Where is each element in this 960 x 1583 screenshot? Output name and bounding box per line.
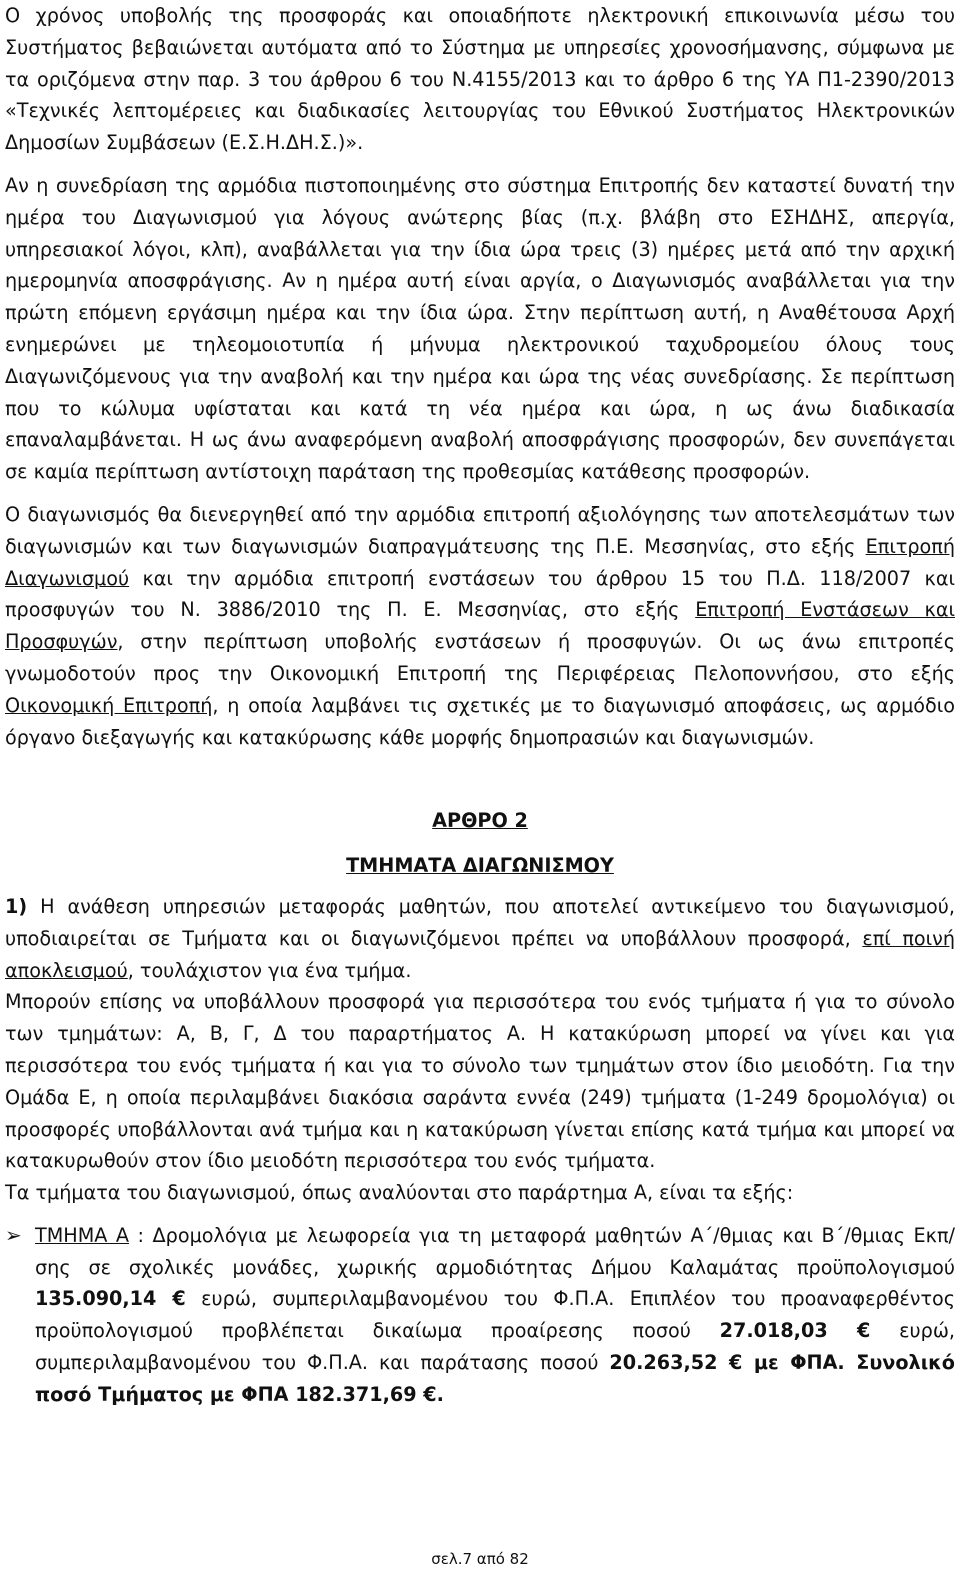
paragraph-assignment [5, 891, 955, 986]
assignment-link-exclusion: επί ποινή αποκλεισμού [5, 926, 955, 982]
paragraph-timestamp: Ο χρόνος υποβολής της προσφοράς και οποιαδήποτε ηλεκτρονική επικοινωνία μέσω του Συστήματος βεβαιώνεται αυτόματα από το Σύστημα με υπηρεσίες χρονοσήμανσης, σύμφωνα με τα οριζόμενα στην παρ. 3 του άρθρου 6 του Ν.4155/2013 και το άρθρο 6 της ΥΑ Π1-2390/2013 «Τεχνικές λεπτομέρειες και διαδικασίες λειτουργίας του Εθνικού Συστήματος Ηλεκτρονικών Δημοσίων Συμβάσεων (Ε.Σ.Η.ΔΗ.Σ.)». [5, 4, 955, 155]
assignment-text-1: Η ανάθεση υπηρεσιών μεταφοράς μαθητών, που αποτελεί αντικείμενο του διαγωνισμού, υποδιαιρείται σε Τμήματα και οι διαγωνιζόμενοι πρέπει να υποβάλλουν προσφορά, [5, 894, 955, 950]
article-title: ΤΜΗΜΑΤΑ ΔΙΑΓΩΝΙΣΜΟΥ [346, 854, 614, 878]
committees-link-objections-committee: Επιτροπή Ενστάσεων και Προσφυγών [5, 598, 955, 654]
paragraph-committees [5, 499, 955, 753]
assignment-text-2: , τουλάχιστον για ένα τμήμα. [127, 958, 412, 982]
lot-a-text-1: : Δρομολόγια με λεωφορεία για τη μεταφορά μαθητών Α΄/θμιας και Β΄/θμιας Εκπ/σης σε σχολικές μονάδες, χωρικής αρμοδιότητας Δήμου Καλαμάτας προϋπολογισμού [35, 1223, 955, 1279]
lot-a-label: ΤΜΗΜΑ Α [35, 1223, 130, 1247]
document-page [5, 0, 955, 1411]
committees-link-financial-committee: Οικονομική Επιτροπή [5, 693, 213, 717]
committees-text-2: και την αρμόδια επιτροπή ενστάσεων του άρθρου 15 του Π.Δ. 118/2007 και προσφυγών του Ν. 3886/2010 της Π. Ε. Μεσσηνίας, στο εξής [5, 566, 955, 622]
lot-a-text-3: ευρώ, συμπεριλαμβανομένου του Φ.Π.Α. και παράτασης ποσού [35, 1319, 955, 1375]
arrow-bullet-icon: ➢ [5, 1222, 22, 1247]
paragraph-lots-intro: Τα τμήματα του διαγωνισμού, όπως αναλύονται στο παράρτημα Α, είναι τα εξής: [5, 1181, 794, 1205]
committees-link-tender-committee: Επιτροπή Διαγωνισμού [5, 534, 955, 590]
committees-text-3: , στην περίπτωση υποβολής ενστάσεων ή προσφυγών. Οι ως άνω επιτροπές γνωμοδοτούν προς την Οικονομική Επιτροπή της Περιφέρειας Πελοποννήσου, στο εξής [5, 630, 955, 685]
paragraph-postponement: Αν η συνεδρίαση της αρμόδια πιστοποιημένης στο σύστημα Επιτροπής δεν καταστεί δυνατή την ημέρα του Διαγωνισμού για λόγους ανώτερης βίας (π.χ. βλάβη στο ΕΣΗΔΗΣ, απεργία, υπηρεσιακοί λόγοι, κλπ), αναβάλλεται για την ίδια ώρα τρεις (3) ημέρες μετά από την αρχική ημερομηνία αποσφράγισης. Αν η ημέρα αυτή είναι αργία, ο Διαγωνισμός αναβάλλεται για την πρώτη επόμενη εργάσιμη ημέρα και την ίδια ώρα. Στην περίπτωση αυτή, η Αναθέτουσα Αρχή ενημερώνει με τηλεομοιοτυπία ή μήνυμα ηλεκτρονικού ταχυδρομείου όλους τους Διαγωνιζόμενους για την αναβολή και την ημέρα και ώρα της νέας συνεδρίασης. Σε περίπτωση που το κώλυμα υφίσταται και κατά τη νέα ημέρα και ώρα, η ως άνω διαδικασία επαναλαμβάνεται. Η ως άνω αναφερόμενη αναβολή αποσφράγισης προσφορών, δεν συνεπάγεται σε καμία περίπτωση αντίστοιχη παράταση της προθεσμίας κατάθεσης προσφορών. [5, 173, 955, 484]
lot-a-extension-total: 20.263,52 € με ΦΠΑ. Συνολικό ποσό Τμήματος με ΦΠΑ 182.371,69 €. [35, 1351, 955, 1406]
lot-a-option-amount: 27.018,03 € [719, 1319, 871, 1343]
lot-a-budget: 135.090,14 € [35, 1287, 186, 1311]
article-number: ΑΡΘΡΟ 2 [432, 809, 528, 833]
committees-text-4: , η οποία λαμβάνει τις σχετικές με το διαγωνισμό αποφάσεις, ως αρμόδιο όργανο διεξαγωγής και κατακύρωσης κάθε μορφής δημοπρασιών και διαγωνισμών. [5, 693, 955, 749]
assignment-number: 1) [5, 894, 28, 918]
lot-a-text [35, 1220, 955, 1411]
lot-a-text-2: ευρώ, συμπεριλαμβανομένου του Φ.Π.Α. Επιπλέον του προαναφερθέντος προϋπολογισμού προβλέπεται δικαίωμα προαίρεσης ποσού [35, 1287, 956, 1343]
page-footer: σελ.7 από 82 [431, 1550, 529, 1568]
committees-text-1: Ο διαγωνισμός θα διενεργηθεί από την αρμόδια επιτροπή αξιολόγησης των αποτελεσμάτων των διαγωνισμών και των διαγωνισμών διαπραγμάτευσης της Π.Ε. Μεσσηνίας, στο εξής [5, 502, 955, 558]
lot-a-item [5, 1220, 955, 1411]
paragraph-multiple-lots: Μπορούν επίσης να υποβάλλουν προσφορά για περισσότερα του ενός τμήματα ή για το σύνολο των τμημάτων: Α, Β, Γ, Δ του παραρτήματος Α. Η κατακύρωση μπορεί να γίνει και για περισσότερα του ενός τμήματα ή και για το σύνολο των τμημάτων στον ίδιο μειοδότη. Για την Ομάδα Ε, η οποία περιλαμβάνει διακόσια σαράντα εννέα (249) τμήματα (1-249 δρομολόγια) οι προσφορές υποβάλλονται ανά τμήμα και η κατακύρωση γίνεται επίσης κατά τμήμα και μπορεί να κατακυρωθούν στον ίδιο μειοδότη περισσότερα του ενός τμήματα. [5, 990, 955, 1173]
